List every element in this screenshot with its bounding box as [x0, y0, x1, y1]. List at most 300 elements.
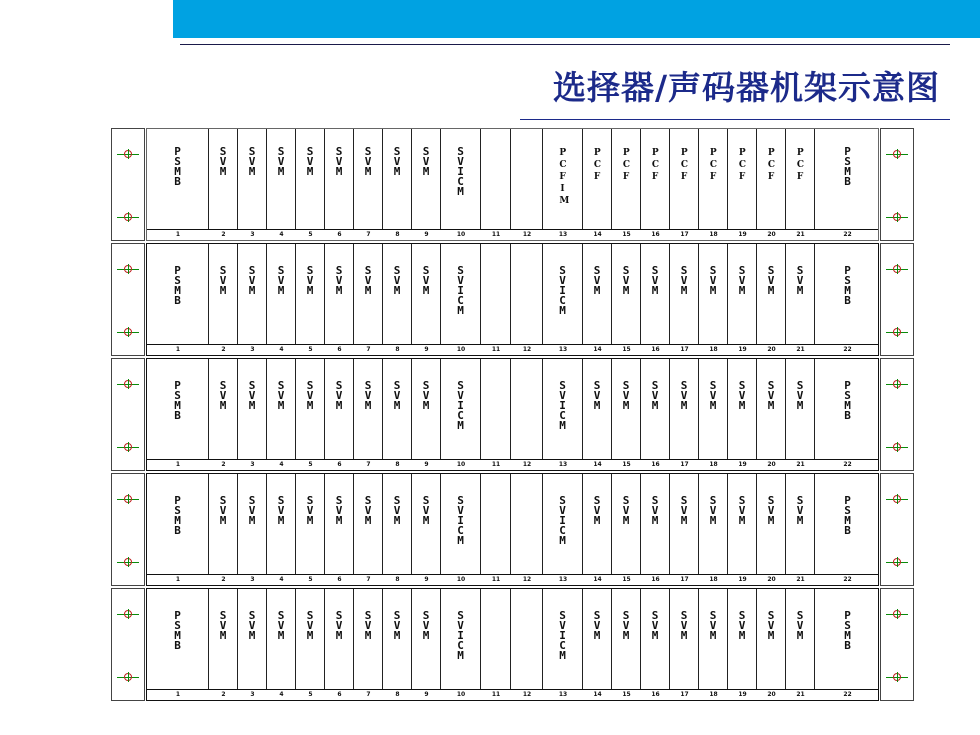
slot-number: 16 — [651, 691, 660, 698]
card-slot — [267, 474, 296, 575]
slot-number: 13 — [558, 576, 568, 583]
header-accent-bar — [173, 0, 980, 38]
card-slot — [354, 589, 383, 690]
mounting-hole-icon — [117, 609, 139, 619]
card-slot — [481, 474, 511, 575]
card-slot — [209, 474, 238, 575]
card-slot — [383, 474, 412, 575]
card-slot — [147, 359, 209, 460]
card-slot — [641, 129, 670, 230]
slot-number: 2 — [221, 346, 226, 353]
mounting-hole-icon — [886, 379, 908, 389]
card-slot — [699, 359, 728, 460]
card-slot — [325, 474, 354, 575]
slot-number: 7 — [366, 576, 371, 583]
card-slot — [481, 589, 511, 690]
card-slot — [147, 589, 209, 690]
card-label: SVICM — [559, 494, 566, 547]
slot-number: 15 — [622, 576, 631, 583]
card-cage — [146, 473, 879, 586]
card-label: SVM — [219, 379, 227, 412]
card-slot — [354, 129, 383, 230]
slot-number: 6 — [337, 231, 342, 238]
card-label: SVM — [219, 264, 227, 297]
mounting-hole-icon — [117, 442, 139, 452]
slot-number: 5 — [308, 346, 313, 353]
slot-number: 17 — [680, 461, 689, 468]
card-label: SVM — [248, 494, 256, 527]
card-label: SVM — [335, 264, 343, 297]
card-label: SVM — [422, 379, 430, 412]
slot-number: 22 — [843, 691, 852, 698]
card-label: SVM — [277, 494, 285, 527]
rack-shelf-0 — [111, 128, 914, 241]
card-label: SVM — [364, 264, 372, 297]
mounting-hole-icon — [886, 149, 908, 159]
card-label: SVM — [364, 494, 372, 527]
slot-number: 21 — [796, 576, 805, 583]
card-slot — [267, 589, 296, 690]
card-label: SVM — [738, 379, 746, 412]
card-slot — [757, 359, 786, 460]
slot-number: 22 — [843, 461, 852, 468]
card-label: SVICM — [457, 264, 464, 317]
slot-number: 10 — [456, 231, 466, 238]
slot-number: 2 — [221, 691, 226, 698]
slot-number: 20 — [767, 691, 776, 698]
card-label: SVM — [393, 494, 401, 527]
card-slot — [383, 244, 412, 345]
mounting-hole-icon — [117, 327, 139, 337]
slot-number: 11 — [491, 346, 501, 353]
card-slot — [757, 589, 786, 690]
slot-number: 18 — [709, 461, 718, 468]
card-slot — [325, 589, 354, 690]
left-mounting-rail — [111, 243, 145, 356]
card-label: SVM — [767, 494, 775, 527]
card-slot — [670, 589, 699, 690]
slot-number: 15 — [622, 461, 631, 468]
card-slot — [267, 244, 296, 345]
card-slot — [325, 359, 354, 460]
slot-number: 15 — [622, 346, 631, 353]
card-label: SVM — [422, 494, 430, 527]
card-label: PCF — [767, 148, 776, 182]
slot-number: 4 — [279, 231, 284, 238]
rack-shelf-2 — [111, 358, 914, 471]
card-label: PSMB — [174, 145, 181, 188]
card-slot — [786, 244, 815, 345]
slot-number: 20 — [767, 576, 776, 583]
card-slot — [325, 244, 354, 345]
mounting-hole-icon — [886, 609, 908, 619]
card-slot — [481, 244, 511, 345]
card-label: SVM — [219, 145, 227, 178]
left-mounting-rail — [111, 473, 145, 586]
card-slot — [699, 474, 728, 575]
slot-number-row — [147, 574, 878, 585]
card-label: PCF — [680, 148, 689, 182]
card-label: SVM — [277, 145, 285, 178]
slot-number: 4 — [279, 576, 284, 583]
slot-number: 11 — [491, 576, 501, 583]
card-slot — [583, 474, 612, 575]
slot-number: 13 — [558, 691, 568, 698]
slot-number: 10 — [456, 461, 466, 468]
slot-number: 5 — [308, 576, 313, 583]
card-label: SVM — [422, 264, 430, 297]
slot-number: 12 — [522, 231, 532, 238]
card-label: SVM — [651, 609, 659, 642]
card-label: SVM — [306, 609, 314, 642]
card-slot — [612, 129, 641, 230]
card-slot — [147, 474, 209, 575]
card-label: SVM — [219, 494, 227, 527]
card-slot — [543, 129, 583, 230]
slot-number: 8 — [395, 576, 400, 583]
slot-number: 3 — [250, 346, 255, 353]
card-label: SVM — [796, 264, 804, 297]
slot-number: 20 — [767, 231, 776, 238]
card-label: SVICM — [457, 145, 464, 198]
slot-number: 5 — [308, 461, 313, 468]
card-slot — [511, 474, 543, 575]
slot-number: 22 — [843, 231, 852, 238]
card-label: SVM — [364, 379, 372, 412]
slot-number: 4 — [279, 346, 284, 353]
slot-number: 8 — [395, 461, 400, 468]
card-label: SVM — [738, 494, 746, 527]
card-label: SVM — [248, 379, 256, 412]
card-slot — [670, 244, 699, 345]
card-label: PSMB — [844, 379, 851, 422]
card-label: SVM — [651, 494, 659, 527]
card-label: SVM — [738, 264, 746, 297]
card-label: SVM — [335, 494, 343, 527]
slot-number: 16 — [651, 461, 660, 468]
slot-number: 10 — [456, 576, 466, 583]
card-cage — [146, 243, 879, 356]
slot-number-row — [147, 229, 878, 240]
card-slot — [543, 589, 583, 690]
card-slot — [757, 244, 786, 345]
card-slot — [412, 359, 441, 460]
card-slot — [511, 589, 543, 690]
card-slot — [543, 244, 583, 345]
card-label: SVM — [306, 145, 314, 178]
mounting-hole-icon — [117, 557, 139, 567]
card-slot — [612, 589, 641, 690]
card-cage — [146, 128, 879, 241]
card-slot — [296, 359, 325, 460]
card-label: SVM — [422, 609, 430, 642]
slot-number: 14 — [593, 576, 602, 583]
card-cage — [146, 358, 879, 471]
slot-number: 20 — [767, 461, 776, 468]
card-slot — [728, 244, 757, 345]
card-label: PCF — [709, 148, 718, 182]
card-slot — [238, 474, 267, 575]
slot-number: 19 — [738, 231, 747, 238]
slot-number: 12 — [522, 691, 532, 698]
slot-number: 11 — [491, 231, 501, 238]
slot-number: 17 — [680, 231, 689, 238]
card-label: SVM — [393, 145, 401, 178]
slot-number: 22 — [843, 346, 852, 353]
card-slot — [147, 129, 209, 230]
card-label: SVM — [709, 609, 717, 642]
card-label: SVICM — [559, 609, 566, 662]
card-label: SVM — [680, 264, 688, 297]
mounting-hole-icon — [886, 212, 908, 222]
card-slot — [728, 474, 757, 575]
card-slot — [441, 129, 481, 230]
right-mounting-rail — [880, 128, 914, 241]
slot-number: 12 — [522, 461, 532, 468]
card-slot — [728, 589, 757, 690]
right-mounting-rail — [880, 358, 914, 471]
card-slot — [612, 474, 641, 575]
card-slot — [583, 244, 612, 345]
right-mounting-rail — [880, 243, 914, 356]
card-label: SVM — [248, 264, 256, 297]
card-slot — [441, 244, 481, 345]
card-label: PCF — [651, 148, 660, 182]
slot-number: 3 — [250, 461, 255, 468]
slot-number-row — [147, 344, 878, 355]
slot-number: 9 — [424, 576, 429, 583]
card-slot — [786, 474, 815, 575]
slot-number: 7 — [366, 461, 371, 468]
slot-number: 18 — [709, 231, 718, 238]
card-label: SVM — [738, 609, 746, 642]
card-slot — [296, 129, 325, 230]
slot-number: 9 — [424, 346, 429, 353]
card-slot — [354, 244, 383, 345]
card-label: SVM — [277, 609, 285, 642]
slot-number: 19 — [738, 346, 747, 353]
right-mounting-rail — [880, 473, 914, 586]
card-label: SVM — [622, 264, 630, 297]
card-label: SVM — [593, 494, 601, 527]
page-title: 选择器/声码器机架示意图 — [552, 68, 940, 107]
card-slot — [267, 359, 296, 460]
slot-number: 6 — [337, 461, 342, 468]
card-slot — [325, 129, 354, 230]
card-slot — [267, 129, 296, 230]
mounting-hole-icon — [886, 557, 908, 567]
header-divider — [180, 44, 950, 45]
slot-number: 21 — [796, 231, 805, 238]
slot-number: 21 — [796, 346, 805, 353]
slot-number: 2 — [221, 461, 226, 468]
slot-number: 14 — [593, 691, 602, 698]
card-label: SVM — [796, 609, 804, 642]
left-mounting-rail — [111, 358, 145, 471]
card-label: PCF — [593, 148, 602, 182]
mounting-hole-icon — [117, 672, 139, 682]
slot-number: 2 — [221, 576, 226, 583]
slot-number: 22 — [843, 576, 852, 583]
slot-number: 11 — [491, 691, 501, 698]
card-slot — [296, 589, 325, 690]
card-label: PSMB — [844, 145, 851, 188]
slot-number: 19 — [738, 691, 747, 698]
slot-number: 14 — [593, 461, 602, 468]
slot-number-row — [147, 689, 878, 700]
mounting-hole-icon — [117, 149, 139, 159]
card-label: SVM — [593, 264, 601, 297]
slot-number: 18 — [709, 346, 718, 353]
slot-number: 4 — [279, 461, 284, 468]
card-slot — [238, 359, 267, 460]
card-label: SVM — [651, 379, 659, 412]
card-slot — [543, 474, 583, 575]
card-label: SVM — [680, 494, 688, 527]
card-label: SVM — [306, 494, 314, 527]
card-slot — [296, 244, 325, 345]
card-label: PSMB — [844, 264, 851, 307]
card-slot — [383, 129, 412, 230]
slot-number: 13 — [558, 461, 568, 468]
card-slot — [641, 359, 670, 460]
slot-number: 7 — [366, 346, 371, 353]
card-label: SVM — [393, 264, 401, 297]
card-label: SVM — [593, 609, 601, 642]
card-slot — [209, 129, 238, 230]
card-slot — [815, 474, 880, 575]
card-label: SVM — [767, 609, 775, 642]
card-label: SVM — [680, 609, 688, 642]
card-label: SVM — [393, 609, 401, 642]
slot-number: 13 — [558, 231, 568, 238]
mounting-hole-icon — [886, 494, 908, 504]
card-label: PSMB — [174, 494, 181, 537]
slot-number: 16 — [651, 231, 660, 238]
slot-number: 8 — [395, 231, 400, 238]
left-mounting-rail — [111, 588, 145, 701]
card-label: SVM — [593, 379, 601, 412]
card-label: SVM — [767, 264, 775, 297]
mounting-hole-icon — [886, 327, 908, 337]
slot-number: 3 — [250, 576, 255, 583]
card-label: PSMB — [174, 609, 181, 652]
card-label: SVM — [651, 264, 659, 297]
card-label: SVM — [335, 609, 343, 642]
card-label: SVM — [248, 145, 256, 178]
card-slot — [612, 244, 641, 345]
card-label: SVM — [248, 609, 256, 642]
card-slot — [412, 474, 441, 575]
slot-number: 19 — [738, 576, 747, 583]
card-slot — [209, 244, 238, 345]
card-label: PSMB — [174, 379, 181, 422]
card-slot — [238, 244, 267, 345]
card-label: SVM — [767, 379, 775, 412]
card-slot — [641, 474, 670, 575]
card-slot — [815, 129, 880, 230]
card-label: SVM — [622, 379, 630, 412]
card-slot — [757, 474, 786, 575]
card-slot — [412, 244, 441, 345]
card-slot — [354, 359, 383, 460]
slot-number: 18 — [709, 691, 718, 698]
card-label: SVM — [335, 379, 343, 412]
slot-number: 8 — [395, 691, 400, 698]
slot-number: 1 — [175, 691, 181, 698]
card-slot — [670, 129, 699, 230]
slot-number-row — [147, 459, 878, 470]
slot-number: 20 — [767, 346, 776, 353]
slot-number: 4 — [279, 691, 284, 698]
slot-number: 5 — [308, 231, 313, 238]
card-slot — [670, 474, 699, 575]
card-slot — [238, 129, 267, 230]
slot-number: 11 — [491, 461, 501, 468]
card-label: PCF — [622, 148, 631, 182]
card-label: SVM — [709, 264, 717, 297]
card-slot — [786, 359, 815, 460]
card-slot — [699, 589, 728, 690]
card-label: SVICM — [457, 379, 464, 432]
slot-number: 7 — [366, 691, 371, 698]
slot-number: 7 — [366, 231, 371, 238]
slot-number: 15 — [622, 691, 631, 698]
card-label: SVM — [306, 379, 314, 412]
mounting-hole-icon — [886, 264, 908, 274]
card-slot — [354, 474, 383, 575]
slot-number: 17 — [680, 346, 689, 353]
slot-number: 3 — [250, 691, 255, 698]
card-label: SVM — [422, 145, 430, 178]
card-slot — [641, 589, 670, 690]
card-slot — [786, 589, 815, 690]
card-label: PCF — [738, 148, 747, 182]
slot-number: 6 — [337, 346, 342, 353]
card-slot — [583, 129, 612, 230]
card-slot — [670, 359, 699, 460]
card-label: SVM — [335, 145, 343, 178]
card-label: SVICM — [457, 609, 464, 662]
card-slot — [543, 359, 583, 460]
card-slot — [815, 589, 880, 690]
card-slot — [147, 244, 209, 345]
card-label: PSMB — [844, 494, 851, 537]
card-slot — [815, 244, 880, 345]
card-label: PCF — [796, 148, 805, 182]
slot-number: 1 — [175, 576, 181, 583]
slot-number: 1 — [175, 461, 181, 468]
card-label: PSMB — [174, 264, 181, 307]
card-label: SVM — [709, 379, 717, 412]
slot-number: 21 — [796, 461, 805, 468]
card-label: SVM — [306, 264, 314, 297]
slot-number: 14 — [593, 231, 602, 238]
card-slot — [728, 129, 757, 230]
slot-number: 14 — [593, 346, 602, 353]
card-slot — [412, 589, 441, 690]
card-slot — [815, 359, 880, 460]
slot-number: 9 — [424, 461, 429, 468]
card-label: SVM — [364, 145, 372, 178]
card-slot — [441, 474, 481, 575]
rack-shelf-1 — [111, 243, 914, 356]
card-label: SVM — [364, 609, 372, 642]
slot-number: 1 — [175, 346, 181, 353]
slot-number: 17 — [680, 691, 689, 698]
slot-number: 19 — [738, 461, 747, 468]
card-label: SVM — [622, 609, 630, 642]
